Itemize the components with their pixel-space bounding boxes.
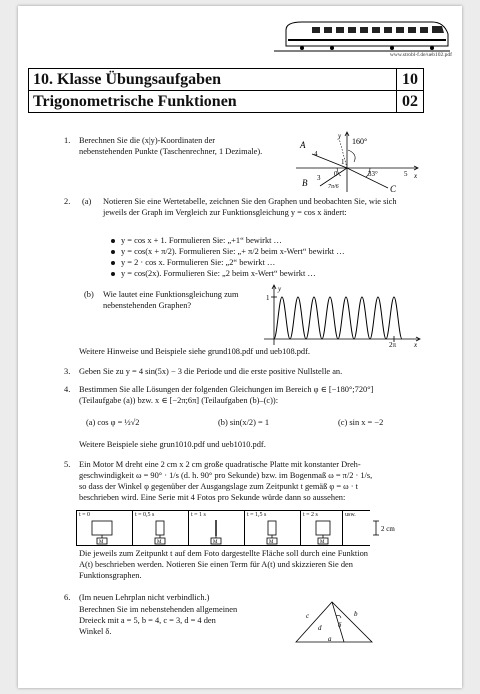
function-item: y = cos(x + π/2). Formulieren Sie: „+ π/2 beim x-Wert“ bewirkt … bbox=[111, 246, 411, 257]
task-5-text-5: Die jeweils zum Zeitpunkt t auf dem Foto dargestellte Fläche soll durch eine Funktion bbox=[79, 549, 368, 558]
function-item: y = cos x + 1. Formulieren Sie: „+1“ bewirkt … bbox=[111, 235, 411, 246]
task-5-text-4: beschrieben wird. Eine Serie mit 4 Fotos pro Sekunde würde dann so aussehen: bbox=[79, 493, 346, 502]
length-3-label: 3 bbox=[317, 174, 321, 182]
function-item: y = cos(2x). Formulieren Sie: „2 beim x-Wert“ bewirkt … bbox=[111, 268, 411, 279]
task-3-number: 3. bbox=[64, 367, 71, 376]
task-6-text-2: Dreieck mit a = 5, b = 4, c = 3, d = 4 den bbox=[79, 616, 216, 625]
task-2b-text: Wie lautet eine Funktionsgleichung zum nebenstehenden Graphen? bbox=[103, 290, 239, 310]
task-4b-equation: (b) sin(x/2) = 1 bbox=[218, 418, 270, 427]
motor-label: M bbox=[269, 540, 274, 545]
point-b-label: B bbox=[302, 178, 308, 188]
frame-time-label: t = 1 s bbox=[191, 512, 206, 518]
sheet-number: 02 bbox=[402, 93, 418, 110]
class-title: 10. Klasse Übungsaufgaben bbox=[29, 69, 397, 90]
angle-33-label: 33° bbox=[368, 170, 378, 178]
frame-time-label: usw. bbox=[345, 512, 356, 518]
graph-y-label: y bbox=[278, 285, 282, 293]
task-2a-function-list bbox=[111, 235, 411, 279]
task-2b-graph bbox=[258, 283, 424, 347]
source-url: www.strobl-f.de/ueb102.pdf bbox=[389, 52, 452, 58]
task-5-text-2: geschwindigkeit ω = 90° · 1/s (d. h. 90° pro Sekunde) bzw. im Bogenmaß ω = π/2 · 1/s, bbox=[79, 471, 373, 480]
point-c-label: C bbox=[390, 184, 397, 194]
task-4-number: 4. bbox=[64, 385, 71, 394]
angle-delta-label: δ bbox=[338, 621, 342, 629]
origin-label: 0 bbox=[334, 170, 338, 178]
length-4-label: 4 bbox=[314, 150, 318, 158]
task-1-number: 1. bbox=[64, 136, 71, 145]
task-2-number: 2. bbox=[64, 197, 71, 206]
length-5-label: 5 bbox=[404, 170, 408, 178]
rotating-plate-drawings bbox=[76, 510, 406, 546]
task-4c-equation: (c) sin x = −2 bbox=[338, 418, 384, 427]
function-item: y = 2 · cos x. Formulieren Sie: „2“ bewirkt … bbox=[111, 257, 411, 268]
graph-2pi-label: 2π bbox=[389, 341, 397, 347]
task-1-text: Berechnen Sie die (x|y)-Koordinaten der nebenstehenden Punkte (Taschenrechner, 1 Dezimale). bbox=[79, 136, 263, 156]
task-6-text-1: Berechnen Sie im nebenstehenden allgemeinen bbox=[79, 605, 238, 614]
y-axis-label: y bbox=[338, 132, 342, 140]
task-5-text-6: A(t) beschrieben werden. Notieren Sie einen Term für A(t) und skizzieren Sie den bbox=[79, 560, 353, 569]
side-b-label: b bbox=[354, 610, 358, 618]
task-1-coordinate-figure bbox=[292, 128, 422, 194]
frame-time-label: t = 0 bbox=[79, 512, 91, 518]
task-2a-text: Notieren Sie eine Wertetabelle, zeichnen Sie den Graphen und beobachten Sie, wie sich jeweils der Graph im Vergleich zur Funktionsgleichung y = cos x ändert: bbox=[103, 197, 397, 217]
side-d-label: d bbox=[318, 624, 322, 632]
motor-label: M bbox=[213, 540, 218, 545]
grade-number: 10 bbox=[402, 71, 418, 88]
graph-y1-label: 1 bbox=[266, 294, 270, 302]
topic-title: Trigonometrische Funktionen bbox=[29, 91, 397, 112]
task-5-text-7: Funktionsgraphen. bbox=[79, 571, 142, 580]
task-5-text-3: so dass der Winkel φ gegenüber der Ausgangslage zum Zeitpunkt t gemäß φ = ω · t bbox=[79, 482, 358, 491]
graph-x-label: x bbox=[414, 341, 418, 347]
side-c-label: c bbox=[306, 612, 310, 620]
angle-160-label: 160° bbox=[352, 137, 368, 146]
task-6-text-3: Winkel δ. bbox=[79, 627, 112, 636]
frame-time-label: t = 1,5 s bbox=[247, 512, 267, 518]
tick-1-label: 1 bbox=[341, 158, 345, 166]
plate-size-label: 2 cm bbox=[381, 525, 395, 533]
task-4-text-1: Bestimmen Sie alle Lösungen der folgenden Gleichungen im Bereich φ ∈ [−180°;720°] bbox=[79, 385, 374, 394]
motor-label: M bbox=[320, 540, 325, 545]
side-a-label: a bbox=[328, 635, 332, 643]
task-6-note: (Im neuen Lehrplan nicht verbindlich.) bbox=[79, 593, 210, 602]
task-4-hint: Weitere Beispiele siehe grun1010.pdf und ueb1010.pdf. bbox=[79, 440, 266, 449]
task-4-text-2: (Teilaufgabe (a)) bzw. x ∈ [−2π;6π] (Teilaufgaben (b)–(c)): bbox=[79, 396, 279, 405]
task-6-number: 6. bbox=[64, 593, 71, 602]
point-a-label: A bbox=[300, 140, 306, 150]
train-logo bbox=[272, 14, 452, 54]
task-2b-label: (b) bbox=[84, 290, 94, 299]
task-2a-label: (a) bbox=[82, 197, 92, 206]
frame-time-label: t = 2 s bbox=[303, 512, 318, 518]
task-6-triangle-figure bbox=[292, 598, 376, 646]
task-5-number: 5. bbox=[64, 460, 71, 469]
task-5-text-1: Ein Motor M dreht eine 2 cm x 2 cm große quadratische Platte mit konstanter Dreh- bbox=[79, 460, 361, 469]
angle-7pi-6-label: 7π/6 bbox=[328, 184, 339, 190]
task-3-text: Geben Sie zu y = 4 sin(5x) − 3 die Periode und die erste positive Nullstelle an. bbox=[79, 367, 343, 376]
task-2-hint: Weitere Hinweise und Beispiele siehe grund108.pdf und ueb108.pdf. bbox=[79, 347, 310, 356]
title-box bbox=[28, 68, 424, 113]
frame-time-label: t = 0,5 s bbox=[135, 512, 155, 518]
motor-label: M bbox=[99, 540, 104, 545]
x-axis-label: x bbox=[414, 172, 418, 180]
task-4a-equation: (a) cos φ = ½√2 bbox=[86, 418, 140, 427]
motor-label: M bbox=[157, 540, 162, 545]
